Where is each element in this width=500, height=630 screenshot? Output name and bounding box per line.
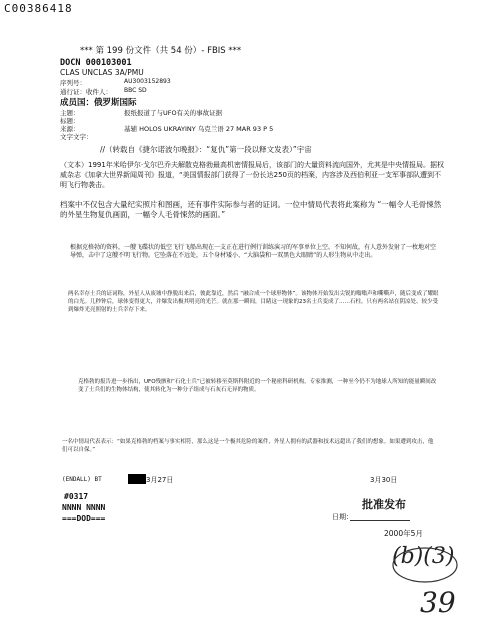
source-value: 基辅 HOLOS UKRAYINY 乌克兰语 27 MAR 93 P 5 bbox=[124, 125, 274, 133]
serial-label: 序列号： bbox=[60, 79, 86, 87]
handwritten-page-number: 39 bbox=[420, 586, 456, 619]
date-value: 2000年5月 bbox=[384, 529, 423, 538]
recipient-value: BBC SD bbox=[124, 87, 147, 94]
serial-value: AU3003152893 bbox=[124, 78, 171, 85]
subject-label: 主题： bbox=[60, 109, 80, 117]
classification-line: CLAS UNCLAS 3A/PMU bbox=[60, 68, 144, 77]
paragraph-2: 档案中不仅包含大量纪实照片和图画，还有事件实际参与者的证词。一位中情局代表将此案称为 “一幅令人毛骨悚然的外星生物复仇画面，一幅令人毛骨悚然的画面。” bbox=[60, 200, 442, 219]
paragraph-4: 两名幸存士兵的证词称，外星人从废墟中挣脱出来后，彼此靠近，然后 “融合成一个球形物体”。该物体开始发出尖锐的嗡嗡声和嘶嘶声，随后变成了耀眼的白光。几秒钟后，球体变得更大，并爆发出极其明亮的光芒。就在那一瞬间，目睹这一现象的23名士兵变成了……石柱。只有两名站在阴凉处、较少受到爆炸光亮照射的士兵幸存下来。 bbox=[68, 291, 439, 313]
title-label: 标题： bbox=[60, 117, 80, 125]
handwritten-exemption-code: (b)(3) bbox=[392, 544, 455, 569]
member-line: 成员国：俄罗斯国际 bbox=[60, 98, 137, 108]
footer-nnnn: NNNN NNNN bbox=[62, 503, 106, 512]
article-title: //（转载自《捷尔诺波尔晚报》：“复仇”第一段以释文发表）”宇宙 bbox=[100, 145, 312, 154]
footer-code: #0317 bbox=[64, 492, 89, 501]
docn-line: DOCN 000103001 bbox=[60, 58, 132, 68]
document-id: C00386418 bbox=[4, 2, 73, 15]
hand-circle-icon bbox=[390, 545, 460, 585]
approval-stamp: 批准发布 bbox=[362, 498, 406, 511]
paragraph-3: 根据克格勃的资料，一艘飞碟状的低空飞行飞船出现在一支正在进行例行训练演习的军事单位上空。不知何故，有人意外发射了一枚地对空导弹，击中了这艘不明飞行物。它坠落在不远处，五个身材矮小、“大脑袋和一双黑色大眼睛”的人形生物从中走出。 bbox=[70, 244, 437, 259]
date-right: 3月30日 bbox=[370, 476, 398, 484]
paragraph-1: （文本）1991年米哈伊尔·戈尔巴乔夫解散克格勃最高机密情报局后，该部门的大量资料流向国外，尤其是中央情报局。据权威杂志《加拿大世界新闻周刊》报道，“美国情报部门获得了一份长达250页的档案，内容涉及西伯利亚一支军事部队遭到不明飞行物袭击。 bbox=[60, 161, 445, 189]
date-label: 日期： bbox=[332, 513, 353, 521]
page-line: *** 第 199 份文件（共 54 份）- FBIS *** bbox=[80, 46, 242, 56]
footer-dod: ===DOD=== bbox=[62, 514, 106, 523]
paragraph-5: 克格勃的报告进一步指出，UFO残骸和“石化士兵”已被转移至莫斯科附近的一个秘密科研机构。专家推测，一种至今仍不为地球人所知的能量瞬间改变了士兵们的生物体结构，使其转化为一种分子组成与石灰石无异的物质。 bbox=[78, 379, 437, 393]
date-underline bbox=[350, 520, 410, 521]
endall-line: (ENDALL) BT bbox=[62, 476, 102, 483]
source-label: 来源： bbox=[60, 125, 80, 133]
paragraph-6: 一名中情局代表表示：“如果克格勃的档案与事实相符，那么这是一个极其危险的案件，外星人拥有的武器和技术远超出了我们的想象。如果遭到攻击，他们可以自保。” bbox=[62, 439, 434, 453]
recipient-label: 通行证：收件人： bbox=[60, 88, 112, 96]
date-left: 3月27日 bbox=[146, 476, 174, 484]
text-type-label: 文字文字： bbox=[60, 133, 93, 141]
subject-value: 报纸报道了与UFO有关的事故证据 bbox=[124, 109, 223, 117]
redaction-bar bbox=[128, 474, 146, 484]
